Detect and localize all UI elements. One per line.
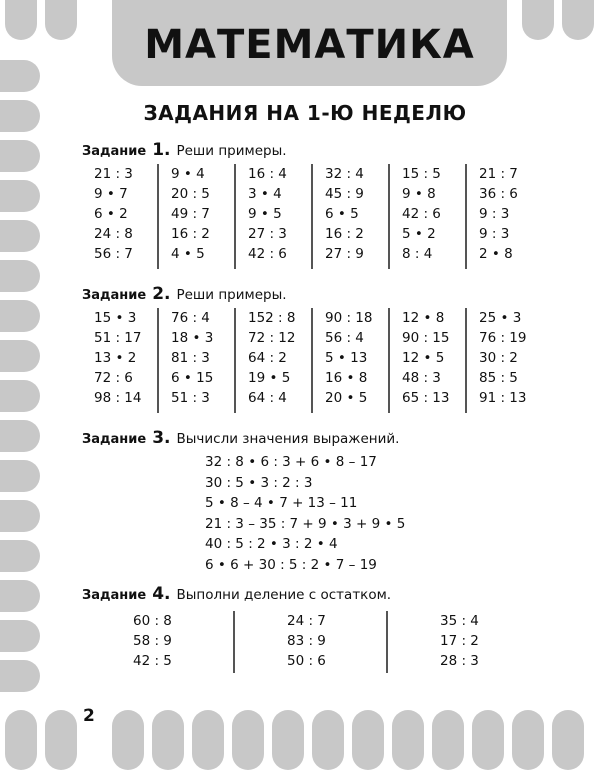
example-item: 16 : 2	[325, 226, 364, 242]
decor-tab	[0, 620, 40, 652]
example-item: 15 • 3	[94, 310, 137, 326]
example-item: 98 : 14	[94, 390, 142, 406]
example-item: 64 : 2	[248, 350, 287, 366]
division-item: 50 : 6	[287, 653, 326, 669]
example-item: 76 : 4	[171, 310, 210, 326]
example-item: 5 • 13	[325, 350, 368, 366]
example-item: 72 : 12	[248, 330, 296, 346]
example-item: 56 : 4	[325, 330, 364, 346]
decor-tab	[272, 710, 304, 770]
decor-tab	[0, 660, 40, 692]
decor-tab	[0, 260, 40, 292]
division-item: 28 : 3	[440, 653, 479, 669]
example-item: 51 : 3	[171, 390, 210, 406]
example-item: 76 : 19	[479, 330, 527, 346]
example-item: 16 : 4	[248, 166, 287, 182]
task-word: Задание	[82, 588, 147, 603]
task-number: 4.	[152, 584, 171, 604]
example-item: 6 • 5	[325, 206, 359, 222]
task-3-expressions	[205, 452, 405, 575]
example-item: 9 : 3	[479, 226, 510, 242]
expression-item: 21 : 3 – 35 : 7 + 9 • 3 + 9 • 5	[205, 515, 406, 532]
column-divider	[233, 611, 235, 673]
example-item: 19 • 5	[248, 370, 291, 386]
decor-tab	[192, 710, 224, 770]
task-4-column	[133, 611, 283, 671]
example-item: 20 : 5	[171, 186, 210, 202]
decor-tab	[152, 710, 184, 770]
example-item: 24 : 8	[94, 226, 133, 242]
example-item: 85 : 5	[479, 370, 518, 386]
decor-tab	[5, 710, 37, 770]
decor-tab	[5, 0, 37, 40]
decor-tab	[0, 500, 40, 532]
page-title: МАТЕМАТИКА	[144, 22, 475, 68]
example-item: 13 • 2	[94, 350, 137, 366]
example-item: 16 • 8	[325, 370, 368, 386]
example-item: 20 • 5	[325, 390, 368, 406]
example-item: 9 • 7	[94, 186, 128, 202]
example-item: 56 : 7	[94, 246, 133, 262]
example-item: 45 : 9	[325, 186, 364, 202]
example-item: 3 • 4	[248, 186, 282, 202]
example-item: 91 : 13	[479, 390, 527, 406]
example-column	[467, 164, 544, 269]
decor-tab	[432, 710, 464, 770]
page-subtitle: ЗАДАНИЯ НА 1-Ю НЕДЕЛЮ	[143, 101, 467, 125]
example-item: 8 : 4	[402, 246, 433, 262]
task-word: Задание	[82, 144, 147, 159]
decor-tab	[0, 380, 40, 412]
example-column	[313, 164, 390, 269]
decor-tab	[472, 710, 504, 770]
decor-tab	[0, 100, 40, 132]
expression-item: 5 • 8 – 4 • 7 + 13 – 11	[205, 495, 358, 511]
page-number: 2	[83, 706, 95, 726]
example-item: 152 : 8	[248, 310, 296, 326]
example-item: 15 : 5	[402, 166, 441, 182]
decor-tab	[0, 580, 40, 612]
task-2-heading	[82, 284, 287, 304]
decor-tab	[0, 140, 40, 172]
decor-tab	[312, 710, 344, 770]
expression-item: 32 : 8 • 6 : 3 + 6 • 8 – 17	[205, 454, 377, 470]
task-4-column	[287, 611, 437, 671]
decor-tab	[0, 60, 40, 92]
task-4-heading	[82, 584, 391, 604]
task-word: Задание	[82, 432, 147, 447]
task-1-heading	[82, 140, 287, 160]
example-item: 9 • 8	[402, 186, 436, 202]
division-item: 60 : 8	[133, 613, 172, 629]
example-item: 18 • 3	[171, 330, 214, 346]
task-number: 3.	[152, 428, 171, 448]
decor-tab	[552, 710, 584, 770]
example-item: 6 • 15	[171, 370, 214, 386]
task-4-column	[440, 611, 590, 671]
example-item: 27 : 3	[248, 226, 287, 242]
task-instruction: Вычисли значения выражений.	[176, 431, 400, 447]
decor-tab	[562, 0, 594, 40]
decor-tab	[45, 710, 77, 770]
expression-item: 40 : 5 : 2 • 3 : 2 • 4	[205, 536, 338, 552]
decor-tab	[0, 540, 40, 572]
task-1-grid	[82, 164, 544, 269]
example-item: 49 : 7	[171, 206, 210, 222]
example-item: 21 : 7	[479, 166, 518, 182]
example-column	[390, 164, 467, 269]
decor-tab	[512, 710, 544, 770]
example-item: 90 : 15	[402, 330, 450, 346]
decor-tab	[112, 710, 144, 770]
decor-tab	[0, 180, 40, 212]
example-item: 51 : 17	[94, 330, 142, 346]
example-item: 4 • 5	[171, 246, 205, 262]
example-item: 42 : 6	[402, 206, 441, 222]
decor-tab	[392, 710, 424, 770]
task-number: 2.	[152, 284, 171, 304]
example-item: 9 : 3	[479, 206, 510, 222]
task-instruction: Реши примеры.	[176, 143, 287, 159]
expression-item: 6 • 6 + 30 : 5 : 2 • 7 – 19	[205, 556, 377, 573]
example-item: 72 : 6	[94, 370, 133, 386]
division-item: 83 : 9	[287, 633, 326, 649]
example-item: 48 : 3	[402, 370, 441, 386]
example-item: 6 • 2	[94, 206, 128, 222]
example-item: 25 • 3	[479, 310, 522, 326]
division-item: 42 : 5	[133, 653, 172, 669]
decor-tab	[45, 0, 77, 40]
example-column	[390, 308, 467, 413]
example-column	[236, 308, 313, 413]
decor-tab	[0, 420, 40, 452]
example-item: 9 • 5	[248, 206, 282, 222]
decor-tab	[522, 0, 554, 40]
example-item: 9 • 4	[171, 166, 205, 182]
task-word: Задание	[82, 288, 147, 303]
decor-tab	[0, 460, 40, 492]
example-column	[467, 308, 544, 413]
division-item: 58 : 9	[133, 633, 172, 649]
example-item: 65 : 13	[402, 390, 450, 406]
example-column	[82, 308, 159, 413]
decor-tab	[352, 710, 384, 770]
expression-item: 30 : 5 • 3 : 2 : 3	[205, 474, 313, 491]
division-item: 24 : 7	[287, 613, 326, 629]
task-2-grid	[82, 308, 544, 413]
decor-tab	[0, 300, 40, 332]
example-item: 5 • 2	[402, 226, 436, 242]
task-3-heading	[82, 428, 399, 448]
division-item: 17 : 2	[440, 633, 479, 649]
task-instruction: Реши примеры.	[176, 287, 287, 303]
decor-tab	[232, 710, 264, 770]
example-item: 36 : 6	[479, 186, 518, 202]
example-item: 12 • 5	[402, 350, 445, 366]
decor-tab	[0, 220, 40, 252]
column-divider	[386, 611, 388, 673]
example-column	[313, 308, 390, 413]
example-item: 64 : 4	[248, 390, 287, 406]
task-instruction: Выполни деление с остатком.	[176, 587, 392, 603]
example-item: 30 : 2	[479, 350, 518, 366]
division-item: 35 : 4	[440, 613, 479, 629]
decor-tab	[0, 340, 40, 372]
example-item: 27 : 9	[325, 246, 364, 262]
example-item: 16 : 2	[171, 226, 210, 242]
example-item: 42 : 6	[248, 246, 287, 262]
example-item: 81 : 3	[171, 350, 210, 366]
example-item: 90 : 18	[325, 310, 373, 326]
example-column	[159, 308, 236, 413]
example-item: 12 • 8	[402, 310, 445, 326]
example-column	[82, 164, 159, 269]
example-item: 21 : 3	[94, 166, 133, 182]
task-number: 1.	[152, 140, 171, 160]
example-column	[236, 164, 313, 269]
example-item: 2 • 8	[479, 246, 513, 262]
example-column	[159, 164, 236, 269]
example-item: 32 : 4	[325, 166, 364, 182]
